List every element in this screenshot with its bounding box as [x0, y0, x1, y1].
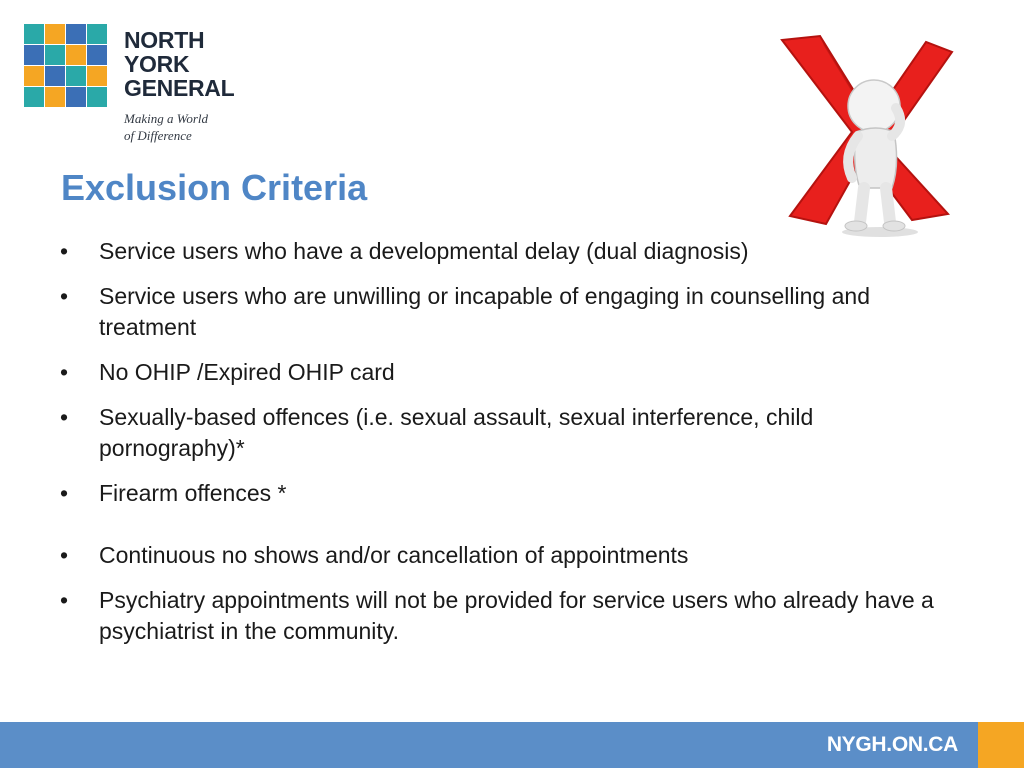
bullet-marker: •: [60, 480, 69, 506]
list-item-text: No OHIP /Expired OHIP card: [99, 359, 395, 385]
list-item-text: Continuous no shows and/or cancellation of appointments: [99, 542, 689, 568]
list-item-text: Service users who are unwilling or incapable of engaging in counselling and treatment: [99, 283, 870, 340]
logo-tagline-line: of Difference: [124, 128, 192, 143]
slide-title: Exclusion Criteria: [61, 167, 368, 208]
list-item-text: Service users who have a developmental delay (dual diagnosis): [99, 238, 749, 264]
logo-name-line: GENERAL: [124, 75, 235, 101]
footer-bar: [0, 722, 1024, 768]
bullet-marker: •: [60, 283, 69, 309]
list-item: [60, 478, 940, 509]
bullet-marker: •: [60, 587, 69, 613]
exclusion-criteria-list: [60, 236, 940, 661]
bullet-marker: •: [60, 359, 69, 385]
bullet-marker: •: [60, 404, 69, 430]
footer-accent-block: [978, 722, 1024, 768]
list-item: [60, 357, 940, 388]
list-item-text: Psychiatry appointments will not be provided for service users who already have a psychiatrist in the community.: [99, 587, 934, 644]
logo-tagline: [124, 110, 208, 144]
list-item: [60, 281, 940, 343]
logo-name-line: YORK: [124, 51, 190, 77]
logo-wordmark: [124, 28, 234, 100]
logo-tagline-line: Making a World: [124, 111, 209, 126]
logo-name-line: NORTH: [124, 27, 205, 53]
red-x-with-figure-icon: [768, 28, 968, 238]
hospital-logo: [24, 24, 254, 154]
footer-website-url: NYGH.ON.CA: [826, 733, 958, 756]
list-item-text: Firearm offences *: [99, 480, 287, 506]
list-item-text: Sexually-based offences (i.e. sexual assault, sexual interference, child pornography)*: [99, 404, 814, 461]
list-item: [60, 585, 940, 647]
list-item: [60, 540, 940, 571]
list-item: [60, 402, 940, 464]
bullet-marker: •: [60, 238, 69, 264]
bullet-marker: •: [60, 542, 69, 568]
logo-mark-icon: [24, 24, 108, 108]
list-item: [60, 236, 940, 267]
